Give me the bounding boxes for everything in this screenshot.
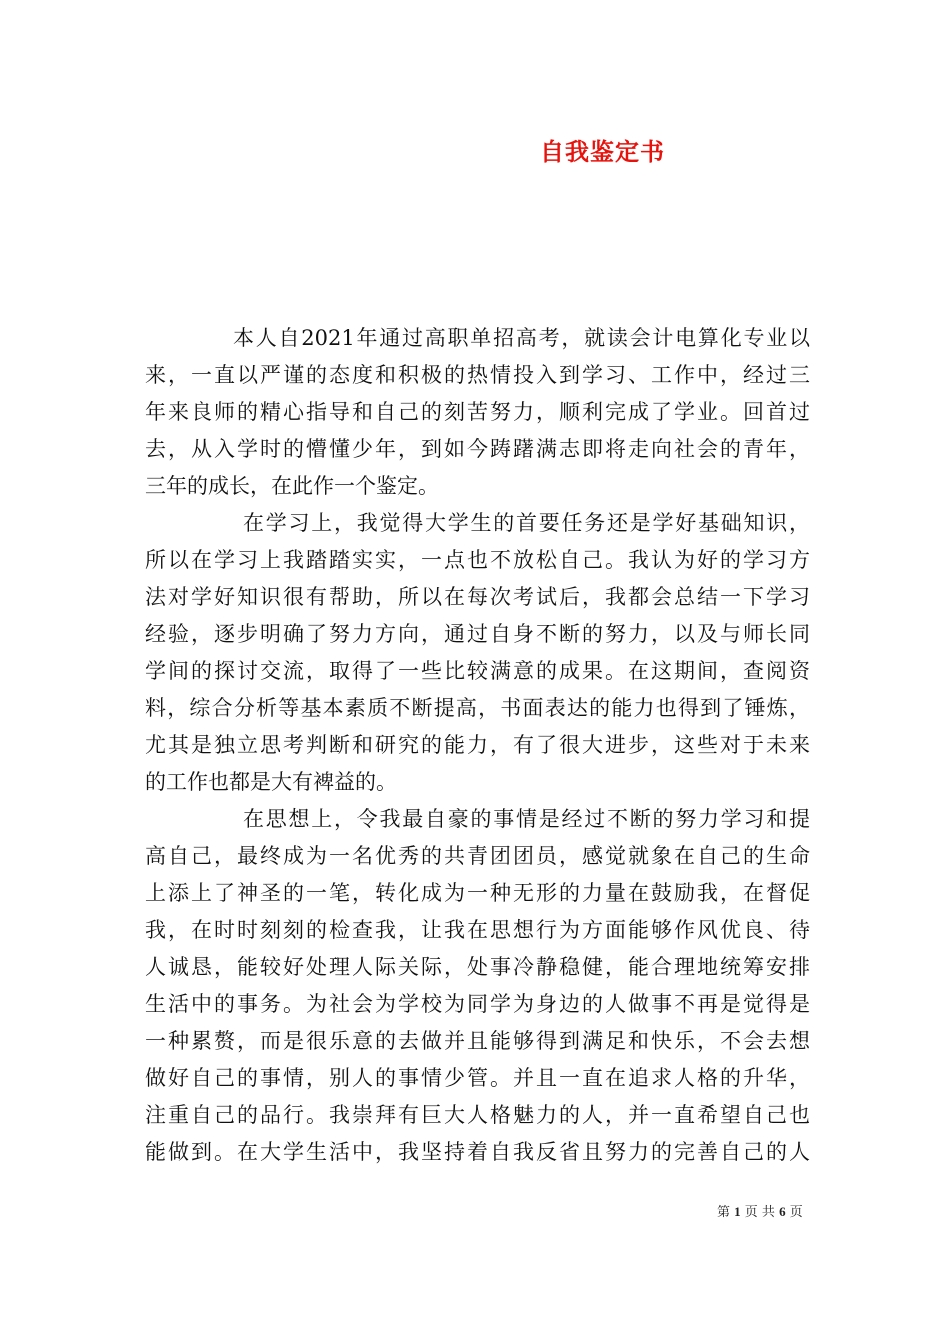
paragraph-line: 三年的成长，在此作一个鉴定。 bbox=[145, 474, 439, 498]
paragraph-line: 高自己，最终成为一名优秀的共青团团员，感觉就象在自己的生命 bbox=[145, 844, 810, 868]
document-body bbox=[145, 320, 810, 1171]
paragraph-line: 来，一直以严谨的态度和积极的热情投入到学习、工作中，经过三 bbox=[145, 363, 810, 387]
paragraph-line: 本人自2021年通过高职单招高考，就读会计电算化专业以 bbox=[233, 326, 810, 350]
paragraph-line: 学间的探讨交流，取得了一些比较满意的成果。在这期间，查阅资 bbox=[145, 659, 810, 683]
page-number-footer bbox=[717, 1201, 803, 1220]
paragraph-line: 年来良师的精心指导和自己的刻苦努力，顺利完成了学业。回首过 bbox=[145, 400, 810, 424]
document-title: 自我鉴定书 bbox=[540, 137, 665, 166]
paragraph-line: 一种累赘，而是很乐意的去做并且能够得到满足和快乐，不会去想 bbox=[145, 1029, 810, 1053]
paragraph-line: 能做到。在大学生活中，我坚持着自我反省且努力的完善自己的人 bbox=[145, 1140, 810, 1164]
paragraph-line: 在思想上，令我最自豪的事情是经过不断的努力学习和提 bbox=[243, 807, 810, 831]
paragraph-line: 上添上了神圣的一笔，转化成为一种无形的力量在鼓励我，在督促 bbox=[145, 881, 810, 905]
current-page-number: 1 bbox=[734, 1204, 741, 1219]
paragraph-line: 所以在学习上我踏踏实实，一点也不放松自己。我认为好的学习方 bbox=[145, 548, 810, 572]
footer-suffix: 页 bbox=[789, 1205, 803, 1220]
paragraph-line: 注重自己的品行。我崇拜有巨大人格魅力的人，并一直希望自己也 bbox=[145, 1103, 810, 1127]
paragraph-line: 我，在时时刻刻的检查我，让我在思想行为方面能够作风优良、待 bbox=[145, 918, 810, 942]
footer-prefix: 第 bbox=[717, 1205, 731, 1220]
paragraph-line: 的工作也都是大有裨益的。 bbox=[145, 770, 397, 794]
paragraph-line: 人诚恳，能较好处理人际关际，处事冷静稳健，能合理地统筹安排 bbox=[145, 955, 810, 979]
paragraph-line: 去，从入学时的懵懂少年，到如今踌躇满志即将走向社会的青年， bbox=[145, 437, 810, 461]
paragraph-line: 在学习上，我觉得大学生的首要任务还是学好基础知识， bbox=[243, 511, 810, 535]
paragraph-line: 料，综合分析等基本素质不断提高，书面表达的能力也得到了锤炼， bbox=[145, 696, 810, 720]
paragraph-line: 做好自己的事情，别人的事情少管。并且一直在追求人格的升华， bbox=[145, 1066, 810, 1090]
paragraph-line: 尤其是独立思考判断和研究的能力，有了很大进步，这些对于未来 bbox=[145, 733, 810, 757]
total-page-number: 6 bbox=[779, 1204, 786, 1219]
paragraph-line: 生活中的事务。为社会为学校为同学为身边的人做事不再是觉得是 bbox=[145, 992, 810, 1016]
footer-middle: 页 共 bbox=[744, 1205, 775, 1220]
paragraph-line: 经验，逐步明确了努力方向，通过自身不断的努力，以及与师长同 bbox=[145, 622, 810, 646]
paragraph-line: 法对学好知识很有帮助，所以在每次考试后，我都会总结一下学习 bbox=[145, 585, 810, 609]
